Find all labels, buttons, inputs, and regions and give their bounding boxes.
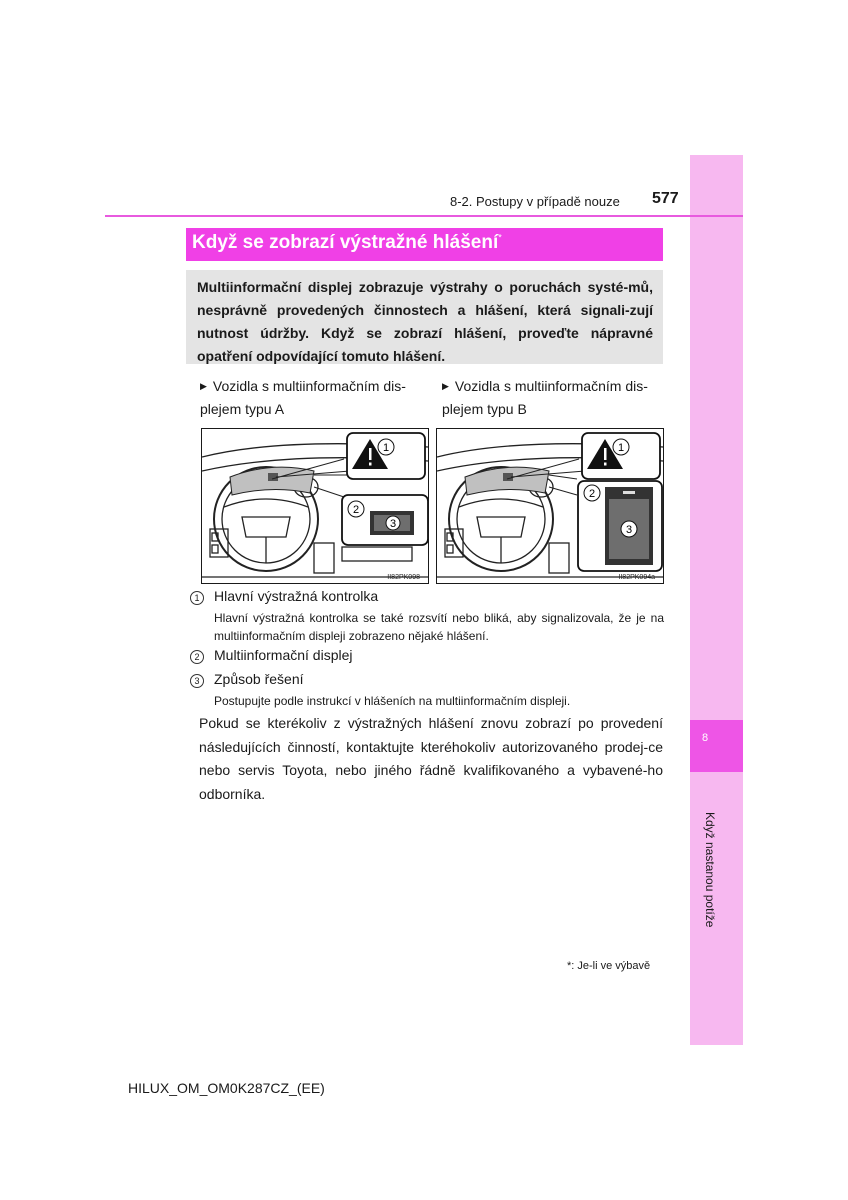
arrow-bullet-icon: ▶ (442, 381, 449, 391)
callout-1: 1 (617, 442, 625, 454)
item-number-2: 2 (190, 650, 204, 664)
footnote: *: Je-li ve výbavě (567, 960, 651, 972)
item-number-3: 3 (190, 674, 204, 688)
vehicle-label-a-text: Vozidla s multiinformačním dis-plejem typu A (200, 378, 406, 417)
chapter-number: 8 (701, 732, 709, 744)
callout-1: 1 (382, 442, 390, 454)
chapter-marker (690, 720, 743, 772)
footer-doc-code: HILUX_OM_OM0K287CZ_(EE) (128, 1080, 325, 1096)
item-number-1: 1 (190, 591, 204, 605)
illustration-code-a: II82PK098 (387, 574, 420, 581)
item-description-3: Postupujte podle instrukcí v hlášeních na multiinformačním displeji. (214, 694, 571, 708)
page-title-text: Když se zobrazí výstražné hlášení (192, 232, 499, 253)
callout-2: 2 (352, 504, 360, 516)
callout-3: 3 (389, 518, 397, 530)
illustration-type-b (436, 428, 664, 584)
item-label-2: Multiinformační displej (214, 647, 353, 663)
item-description-1: Hlavní výstražná kontrolka se také rozsvítí nebo bliká, aby signalizovala, že je na multiinformačním displeji zobrazeno nějaké hlášení. (214, 611, 664, 643)
list-item-1 (190, 588, 378, 605)
callout-3: 3 (625, 524, 633, 536)
callout-2: 2 (588, 488, 596, 500)
intro-box: Multiinformační displej zobrazuje výstrahy o poruchách systé-mů, nesprávně provedených činnostech a hlášení, která signali-zují nutnost údržby. Když se zobrazí hlášení, proveďte nápravné opatření odpovídající tomuto hlášení. (186, 270, 663, 364)
item-label-1: Hlavní výstražná kontrolka (214, 588, 379, 604)
header-divider (105, 215, 743, 217)
chapter-title-vertical: Když nastanou potíže (703, 812, 717, 928)
page-number: 577 (652, 190, 679, 207)
title-footnote-marker: * (498, 232, 502, 243)
vehicle-label-a (200, 375, 430, 421)
item-label-3: Způsob řešení (214, 671, 304, 687)
page-title (192, 232, 502, 254)
body-paragraph: Pokud se kterékoliv z výstražných hlášení znovu zobrazí po provedení následujících činností, kontaktujte kteréhokoliv autorizovaného prodej-ce nebo servis Toyota, nebo jiného řádně kvalifikovaného a vybavené-ho odborníka. (199, 715, 663, 802)
illustration-type-a (201, 428, 429, 584)
illustration-code-b: II82PK094a (618, 574, 655, 581)
list-item-2 (190, 647, 353, 664)
dashboard-drawing-a (202, 429, 428, 583)
vehicle-label-b (442, 375, 672, 421)
arrow-bullet-icon: ▶ (200, 381, 207, 391)
dashboard-drawing-b (437, 429, 663, 583)
list-item-3 (190, 671, 304, 688)
section-reference: 8-2. Postupy v případě nouze (450, 194, 620, 209)
vehicle-label-b-text: Vozidla s multiinformačním dis-plejem typu B (442, 378, 648, 417)
